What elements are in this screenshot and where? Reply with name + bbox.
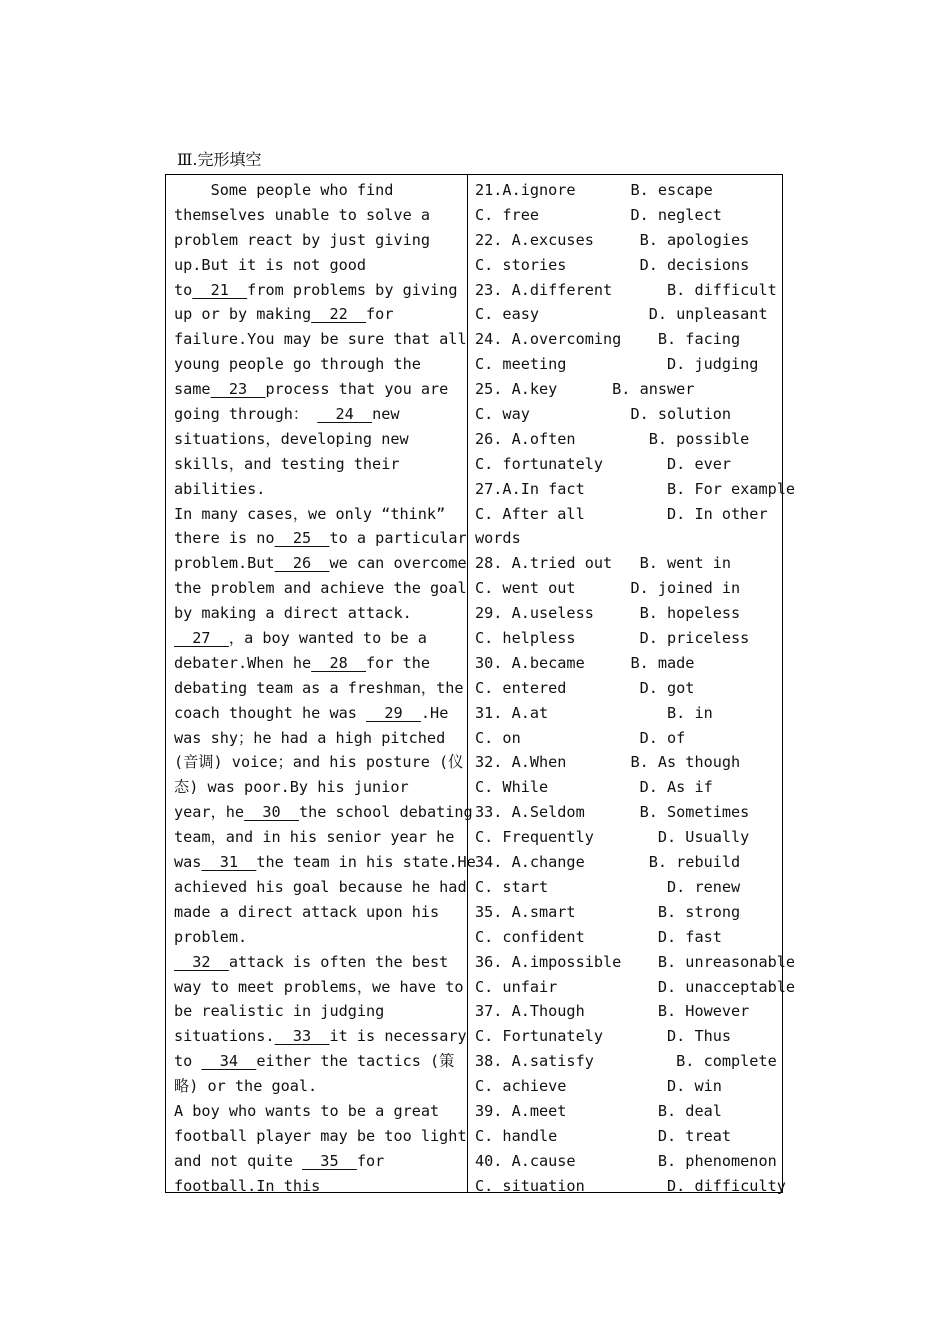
passage-text: the school debating	[298, 803, 473, 822]
passage-line	[174, 377, 462, 402]
option-line: C. confident D. fast	[475, 927, 722, 946]
passage-line	[174, 701, 462, 726]
passage-text: to	[174, 1052, 202, 1071]
passage-text: team，and in his senior year he	[174, 828, 455, 847]
cloze-table	[165, 174, 796, 1195]
passage-text: up.But it is not good	[174, 255, 367, 274]
passage-line	[174, 775, 462, 800]
option-line: C. helpless D. priceless	[475, 629, 750, 648]
passage-text: debating team as a freshman，the	[174, 678, 464, 697]
blank-number: 28	[311, 653, 367, 672]
blank-number: 35	[302, 1151, 357, 1170]
passage-text: attack is often the best	[228, 952, 449, 971]
passage-line	[174, 1149, 462, 1174]
options-column	[475, 178, 796, 1199]
option-line: C. handle D. treat	[475, 1126, 732, 1145]
passage-text: we can overcome	[329, 554, 467, 573]
passage-line	[174, 800, 473, 825]
option-line: C. entered D. got	[475, 678, 695, 697]
passage-text: way to meet problems，we have to	[174, 977, 464, 996]
passage-text: process that you are	[265, 380, 449, 399]
passage-line	[174, 1049, 462, 1074]
passage-column	[174, 178, 476, 1199]
passage-text: coach thought he was	[174, 703, 367, 722]
option-line: 33. A.Seldom B. Sometimes	[475, 803, 750, 822]
passage-line	[174, 203, 462, 228]
blank-number: 21	[192, 280, 248, 299]
option-line: 28. A.tried out B. went in	[475, 554, 732, 573]
passage-line	[174, 601, 462, 626]
section-heading: Ⅲ.完形填空	[177, 150, 262, 169]
option-line: C. unfair D. unacceptable	[475, 977, 796, 996]
option-line: C. meeting D. judging	[475, 355, 759, 374]
passage-text: A boy who wants to be a great	[174, 1101, 440, 1120]
passage-text: year，he	[174, 803, 245, 822]
option-line: 26. A.often B. possible	[475, 429, 750, 448]
passage-line	[174, 676, 462, 701]
option-line: C. While D. As if	[475, 778, 713, 797]
passage-line	[174, 850, 476, 875]
passage-text: abilities.	[174, 479, 266, 498]
passage-text: young people go through the	[174, 355, 421, 374]
passage-line	[174, 925, 462, 950]
option-line: C. After all D. In other	[475, 504, 768, 523]
option-line: C. fortunately D. ever	[475, 454, 732, 473]
option-line: C. went out D. joined in	[475, 579, 741, 598]
passage-text: football.In this	[174, 1176, 321, 1195]
option-line: 24. A.overcoming B. facing	[475, 330, 741, 349]
passage-line	[174, 875, 467, 900]
option-line: 22. A.excuses B. apologies	[475, 230, 750, 249]
passage-text: to a particular	[329, 529, 467, 548]
blank-number: 34	[201, 1052, 257, 1071]
passage-text: and not quite	[174, 1151, 303, 1170]
option-line: C. Fortunately D. Thus	[475, 1027, 732, 1046]
option-line: 35. A.smart B. strong	[475, 902, 741, 921]
passage-line	[174, 302, 462, 327]
blank-number: 25	[274, 529, 330, 548]
option-line: 27.A.In fact B. For example	[475, 479, 796, 498]
passage-text: situations，developing new	[174, 429, 409, 448]
option-line: 39. A.meet B. deal	[475, 1101, 722, 1120]
passage-line	[174, 626, 462, 651]
option-line: 37. A.Though B. However	[475, 1002, 750, 1021]
passage-text: achieved his goal because he had	[174, 877, 467, 896]
passage-line	[174, 750, 462, 775]
passage-text: problem.But	[174, 554, 275, 573]
passage-line	[174, 402, 462, 427]
option-line: 31. A.at B. in	[475, 703, 713, 722]
option-line: words	[475, 529, 521, 548]
passage-line	[174, 1174, 462, 1199]
passage-text: made a direct attack upon his	[174, 902, 440, 921]
passage-line	[174, 352, 462, 377]
passage-line	[174, 825, 462, 850]
passage-line	[174, 477, 462, 502]
option-line: C. Frequently D. Usually	[475, 828, 750, 847]
passage-text: for the	[366, 653, 431, 672]
passage-text: Some people who find	[174, 181, 394, 199]
passage-line	[174, 950, 462, 975]
passage-line	[174, 427, 462, 452]
passage-text: from problems by giving	[247, 280, 458, 299]
passage-text: was	[174, 853, 202, 872]
passage-text: there is no	[174, 529, 275, 548]
passage-text: situations.	[174, 1027, 275, 1046]
blank-number: 24	[317, 405, 373, 424]
option-line: 36. A.impossible B. unreasonable	[475, 952, 796, 971]
blank-number: 30	[244, 803, 299, 822]
passage-text: it is necessary	[329, 1027, 467, 1046]
passage-text: 态) was poor.By his junior	[174, 778, 409, 797]
passage-text: new	[372, 405, 400, 424]
passage-line	[174, 526, 467, 551]
option-line: C. on D. of	[475, 728, 686, 747]
passage-line	[174, 651, 462, 676]
option-line: C. start D. renew	[475, 877, 741, 896]
passage-line	[174, 178, 462, 203]
passage-text: up or by making	[174, 305, 312, 324]
passage-line	[174, 253, 462, 278]
passage-line	[174, 975, 462, 1000]
option-line: C. stories D. decisions	[475, 255, 750, 274]
passage-line	[174, 228, 462, 253]
option-line: 29. A.useless B. hopeless	[475, 604, 741, 623]
option-line: 40. A.cause B. phenomenon	[475, 1151, 777, 1170]
passage-text: failure.You may be sure that all	[174, 330, 467, 349]
blank-number: 22	[311, 305, 367, 324]
passage-text: going through：	[174, 405, 318, 424]
passage-line	[174, 278, 462, 303]
blank-number: 33	[274, 1027, 330, 1046]
passage-line	[174, 1099, 462, 1124]
passage-text: (音调) voice；and his posture (仪	[174, 753, 464, 772]
blank-number: 27	[174, 629, 229, 648]
passage-text: was shy；he had a high pitched	[174, 728, 446, 747]
blank-number: 32	[174, 952, 229, 971]
passage-text: In many cases，we only “think”	[174, 504, 446, 523]
option-line: C. achieve D. win	[475, 1077, 722, 1096]
passage-text: problem.	[174, 927, 248, 946]
passage-text: .He	[420, 703, 449, 722]
blank-number: 31	[201, 853, 257, 872]
passage-text: problem react by just giving	[174, 230, 431, 249]
passage-line	[174, 327, 467, 352]
passage-text: skills，and testing their	[174, 454, 400, 473]
option-line: 38. A.satisfy B. complete	[475, 1052, 777, 1071]
passage-text: football player may be too light	[174, 1126, 467, 1145]
passage-text: debater.When he	[174, 653, 312, 672]
passage-text: for	[356, 1151, 385, 1170]
passage-text: either the tactics (策	[256, 1052, 455, 1071]
passage-text: themselves unable to solve a	[174, 205, 431, 224]
passage-text: by making a direct attack.	[174, 604, 412, 623]
column-divider	[467, 175, 468, 1192]
passage-line	[174, 999, 462, 1024]
option-line: C. way D. solution	[475, 405, 732, 424]
blank-number: 29	[366, 703, 421, 722]
passage-line	[174, 551, 467, 576]
blank-number: 23	[210, 380, 266, 399]
option-line: 34. A.change B. rebuild	[475, 853, 741, 872]
passage-line	[174, 1024, 467, 1049]
passage-text: to	[174, 280, 193, 299]
blank-number: 26	[274, 554, 330, 573]
passage-line	[174, 900, 462, 925]
passage-text: for	[366, 305, 394, 324]
option-line: C. easy D. unpleasant	[475, 305, 768, 324]
option-line: 23. A.different B. difficult	[475, 280, 777, 299]
option-line: 32. A.When B. As though	[475, 753, 741, 772]
option-line: 25. A.key B. answer	[475, 380, 695, 399]
passage-text: same	[174, 380, 211, 399]
passage-line	[174, 576, 467, 601]
passage-text: ，a boy wanted to be a	[228, 629, 427, 648]
passage-text: the team in his state.He	[256, 853, 476, 872]
passage-text: the problem and achieve the goal	[174, 579, 467, 598]
option-line: C. free D. neglect	[475, 205, 722, 224]
option-line: C. situation D. difficulty	[475, 1176, 786, 1195]
option-line: 21.A.ignore B. escape	[475, 181, 713, 199]
passage-line	[174, 1124, 467, 1149]
option-line: 30. A.became B. made	[475, 653, 695, 672]
passage-text: be realistic in judging	[174, 1002, 385, 1021]
passage-line	[174, 502, 462, 527]
passage-text: 略) or the goal.	[174, 1077, 318, 1096]
passage-line	[174, 452, 462, 477]
passage-line	[174, 1074, 462, 1099]
passage-line	[174, 726, 462, 751]
